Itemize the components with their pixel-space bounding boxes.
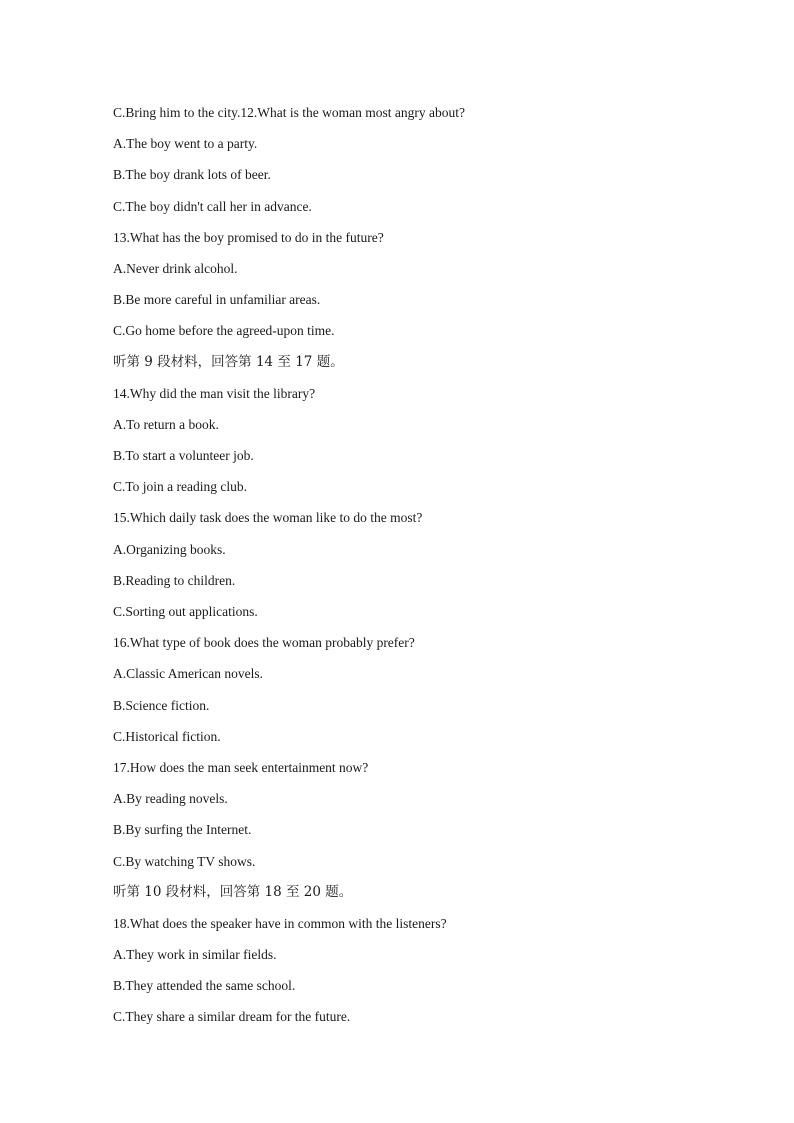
answer-option: C.Sorting out applications. (113, 604, 258, 619)
answer-option: C.The boy didn't call her in advance. (113, 198, 312, 214)
question-line: 18.What does the speaker have in common with the listeners? (113, 915, 447, 931)
section-instruction: 听第 10 段材料，回答第 18 至 20 题。 (113, 883, 353, 900)
answer-option: B.Be more careful in unfamiliar areas. (113, 292, 321, 308)
answer-option: B.They attended the same school. (113, 978, 296, 994)
answer-option: B.To start a volunteer job. (113, 448, 254, 464)
answer-option: C.To join a reading club. (113, 479, 248, 495)
answer-option: A.Organizing books. (113, 541, 226, 557)
document-page (113, 100, 713, 1036)
answer-option: A.To return a book. (113, 416, 219, 432)
text-line: C.Bring him to the city.12.What is the woman most angry about? (113, 105, 465, 120)
question-line: 15.Which daily task does the woman like to do the most? (113, 510, 423, 526)
answer-option: C.They share a similar dream for the future. (113, 1009, 351, 1025)
answer-option: C.Historical fiction. (113, 728, 221, 744)
answer-option: B.The boy drank lots of beer. (113, 167, 271, 183)
section-instruction: 听第 9 段材料，回答第 14 至 17 题。 (113, 353, 344, 370)
answer-option: C.By watching TV shows. (113, 853, 256, 869)
answer-option: A.Never drink alcohol. (113, 260, 238, 276)
question-line: 17.How does the man seek entertainment now? (113, 759, 369, 775)
answer-option: A.By reading novels. (113, 791, 228, 807)
answer-option: B.By surfing the Internet. (113, 822, 252, 838)
question-line: 16.What type of book does the woman probably prefer? (113, 635, 415, 651)
question-line: 14.Why did the man visit the library? (113, 385, 316, 401)
answer-option: A.The boy went to a party. (113, 136, 258, 152)
answer-option: B.Reading to children. (113, 572, 236, 588)
answer-option: A.Classic American novels. (113, 666, 263, 682)
answer-option: C.Go home before the agreed-upon time. (113, 323, 335, 339)
question-line: 13.What has the boy promised to do in the future? (113, 229, 384, 245)
answer-option: B.Science fiction. (113, 697, 210, 713)
answer-option: A.They work in similar fields. (113, 947, 277, 963)
